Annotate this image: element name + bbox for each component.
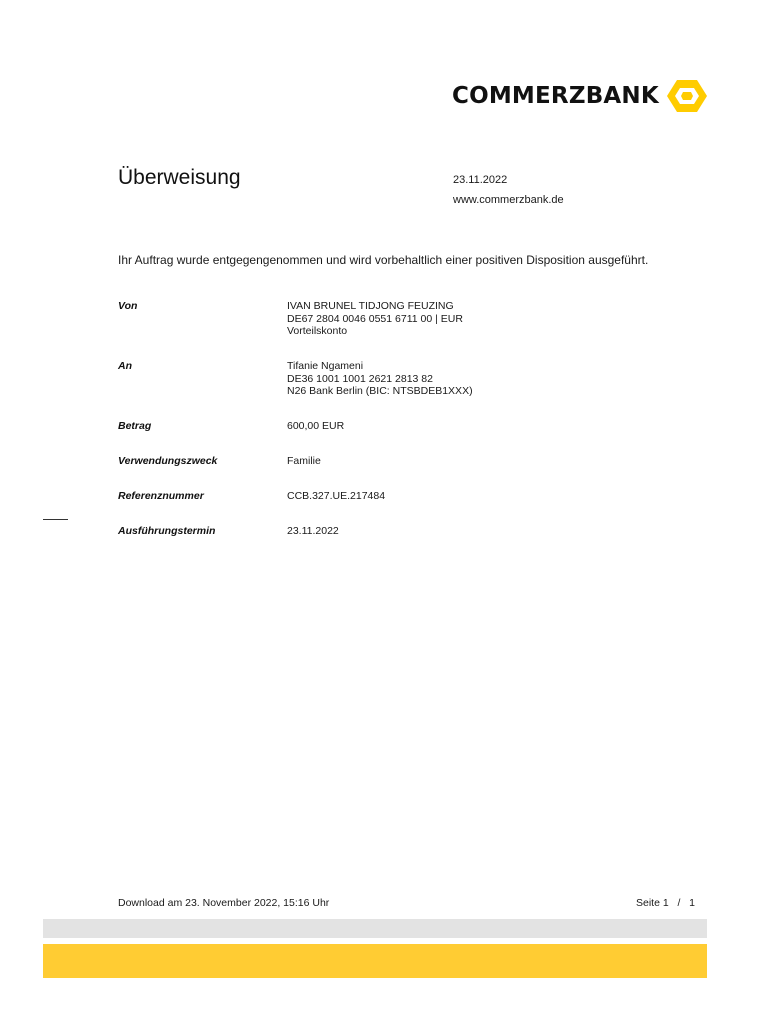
page-number: Seite 1 / 1 <box>636 897 695 909</box>
download-timestamp: Download am 23. November 2022, 15:16 Uhr <box>118 897 330 909</box>
label-verwendungszweck: Verwendungszweck <box>118 455 218 467</box>
sender-account: Vorteilskonto <box>287 325 348 337</box>
label-referenznummer: Referenznummer <box>118 490 204 502</box>
fold-mark <box>43 519 68 520</box>
commerzbank-logo <box>452 76 707 116</box>
document-meta <box>453 170 564 210</box>
footer-grey-band <box>43 919 707 938</box>
label-betrag: Betrag <box>118 420 152 432</box>
label-an: An <box>118 360 132 372</box>
recipient-bank: N26 Bank Berlin (BIC: NTSBDEB1XXX) <box>287 385 473 397</box>
footer-yellow-band <box>43 944 707 978</box>
recipient-name: Tifanie Ngameni <box>287 360 364 372</box>
value-von <box>287 300 463 338</box>
sender-name: IVAN BRUNEL TIDJONG FEUZING <box>287 300 454 312</box>
sender-iban: DE67 2804 0046 0551 6711 00 | EUR <box>287 312 463 325</box>
label-ausfuehrungstermin: Ausführungstermin <box>118 525 216 537</box>
value-ausfuehrungstermin: 23.11.2022 <box>287 525 339 537</box>
website-link[interactable]: www.commerzbank.de <box>453 194 564 206</box>
commerzbank-ribbon-icon <box>667 78 707 114</box>
recipient-iban: DE36 1001 1001 2621 2813 82 <box>287 372 433 385</box>
value-verwendungszweck: Familie <box>287 455 321 467</box>
page-title: Überweisung <box>118 166 241 189</box>
value-betrag: 600,00 EUR <box>287 420 345 432</box>
label-von: Von <box>118 300 138 312</box>
value-an <box>287 360 473 398</box>
logo-text: COMMERZBANK <box>452 83 659 109</box>
value-referenznummer: CCB.327.UE.217484 <box>287 490 386 502</box>
confirmation-text: Ihr Auftrag wurde entgegengenommen und wird vorbehaltlich einer positiven Disposition ausgeführt. <box>118 253 649 267</box>
document-date: 23.11.2022 <box>453 174 508 186</box>
